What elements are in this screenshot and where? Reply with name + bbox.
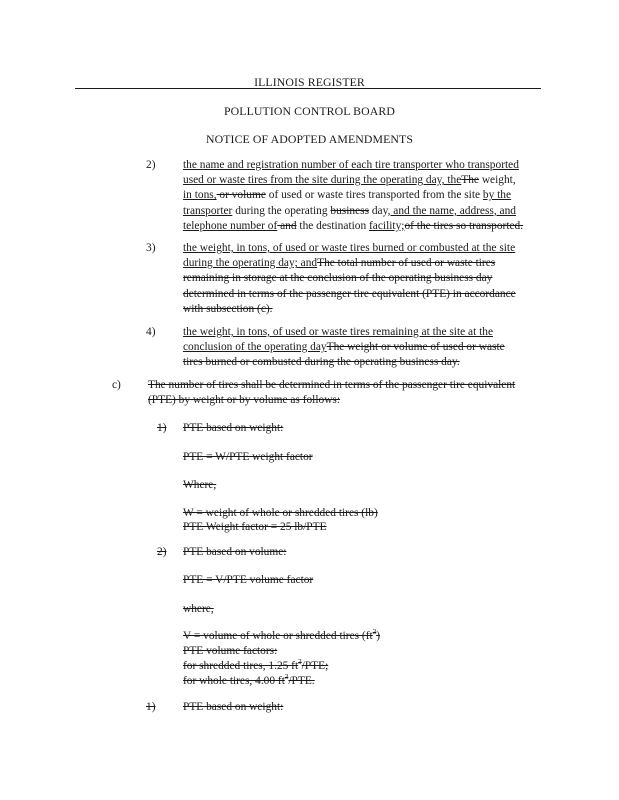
item-4-line-1: the weight, in tons, of used or waste tires remaining at the site at the <box>183 326 493 338</box>
item-2-line-3b: or volume <box>216 189 266 202</box>
register-title: ILLINOIS REGISTER <box>254 75 365 89</box>
sub-2-def-1-end: ) <box>376 630 380 642</box>
sub-1-title: PTE based on weight: <box>183 422 284 434</box>
board-title: POLLUTION CONTROL BOARD <box>224 104 395 118</box>
sub-2-number: 2) <box>157 546 167 558</box>
item-3-line-2b: The total number of used or waste tires <box>317 257 496 270</box>
item-2-line-5d: facility; <box>369 219 405 232</box>
item-3-text <box>183 241 516 317</box>
item-2-number: 2) <box>146 159 156 171</box>
item-2-line-4d: day <box>369 204 388 217</box>
sub-2-formula: PTE = V/PTE volume factor <box>183 574 314 586</box>
item-2-line-5e: of the tires so transported. <box>404 219 524 232</box>
sub-2-def-1-sup: 3 <box>372 628 377 637</box>
item-2-text <box>183 158 523 234</box>
sub-2-def-4a: for whole tires, 4.00 ft <box>183 675 285 687</box>
sub-1-formula: PTE = W/PTE weight factor <box>183 451 313 463</box>
header-rule <box>75 88 541 89</box>
sub-2-where: where, <box>183 603 214 615</box>
item-3-line-1: the weight, in tons, of used or waste tires burned or combusted at the site <box>183 242 516 254</box>
item-3-line-5: with subsection (c). <box>183 302 273 315</box>
notice-title: NOTICE OF ADOPTED AMENDMENTS <box>206 132 413 146</box>
item-3-line-2a: during the operating day; and <box>183 257 318 270</box>
item-2-line-5c: the destination <box>296 219 370 232</box>
item-4-line-2a: conclusion of the operating day <box>183 341 327 354</box>
sub-2-def-3a: for shredded tires, 1.25 ft <box>183 660 299 672</box>
section-c-text <box>148 378 515 408</box>
section-c-number: c) <box>112 379 121 391</box>
sub-2-def-4b: /PTE. <box>288 675 315 687</box>
item-3-number: 3) <box>146 242 156 254</box>
sub-3-number: 1) <box>146 701 156 713</box>
item-2-line-3d: by the <box>482 189 512 202</box>
item-2-line-3c: of used or waste tires transported from the site <box>265 189 483 202</box>
item-2-line-5b: and <box>277 219 297 232</box>
sub-2-def-3-sup: 3 <box>298 658 302 667</box>
item-4-line-2b: The weight or volume of used or waste <box>326 341 505 354</box>
sub-2-def-3 <box>183 660 328 672</box>
sub-2-title: PTE based on volume: <box>183 546 287 558</box>
item-2-line-4a: transporter <box>183 204 233 217</box>
sub-2-def-4 <box>183 675 315 687</box>
item-3-line-3: remaining in storage at the conclusion of the operating business day <box>183 272 493 285</box>
sub-2-def-3b: /PTE; <box>301 660 329 672</box>
item-4-line-3: tires burned or combusted during the operating business day. <box>183 356 460 369</box>
item-2-line-1: the name and registration number of each tire transporter who transported <box>183 159 519 171</box>
sub-2-def-2: PTE volume factors: <box>183 645 278 657</box>
sub-1-where: Where, <box>183 479 217 491</box>
item-2-line-4e: , and the name, address, and <box>387 204 516 217</box>
item-3-line-4: determined in terms of the passenger tire equivalent (PTE) in accordance <box>183 287 516 300</box>
item-2-line-2c: weight, <box>478 174 516 187</box>
sub-1-def-1: W = weight of whole or shredded tires (lb) <box>183 507 378 519</box>
item-2-line-3a: in tons, <box>183 189 217 202</box>
section-c-line-1: The number of tires shall be determined in terms of the passenger tire equivalent <box>148 379 516 391</box>
item-2-line-2b: The <box>461 174 479 187</box>
item-2-line-5a: telephone number of <box>183 219 278 232</box>
item-2-line-4c: business <box>330 204 370 217</box>
sub-1-number: 1) <box>157 422 167 434</box>
sub-2-def-1 <box>183 630 380 642</box>
sub-1-def-2: PTE Weight factor = 25 lb/PTE <box>183 521 327 533</box>
item-4-number: 4) <box>146 326 156 338</box>
item-2-line-4b: during the operating <box>232 204 331 217</box>
sub-2-def-1-text: V = volume of whole or shredded tires (ft <box>183 630 373 642</box>
sub-2-def-4-sup: 3 <box>284 673 289 682</box>
section-c-line-2: (PTE) by weight or by volume as follows: <box>148 394 341 407</box>
sub-3-title: PTE based on weight: <box>183 701 284 713</box>
item-2-line-2a: used or waste tires from the site during the operating day, the <box>183 174 462 187</box>
item-4-text <box>183 325 505 371</box>
